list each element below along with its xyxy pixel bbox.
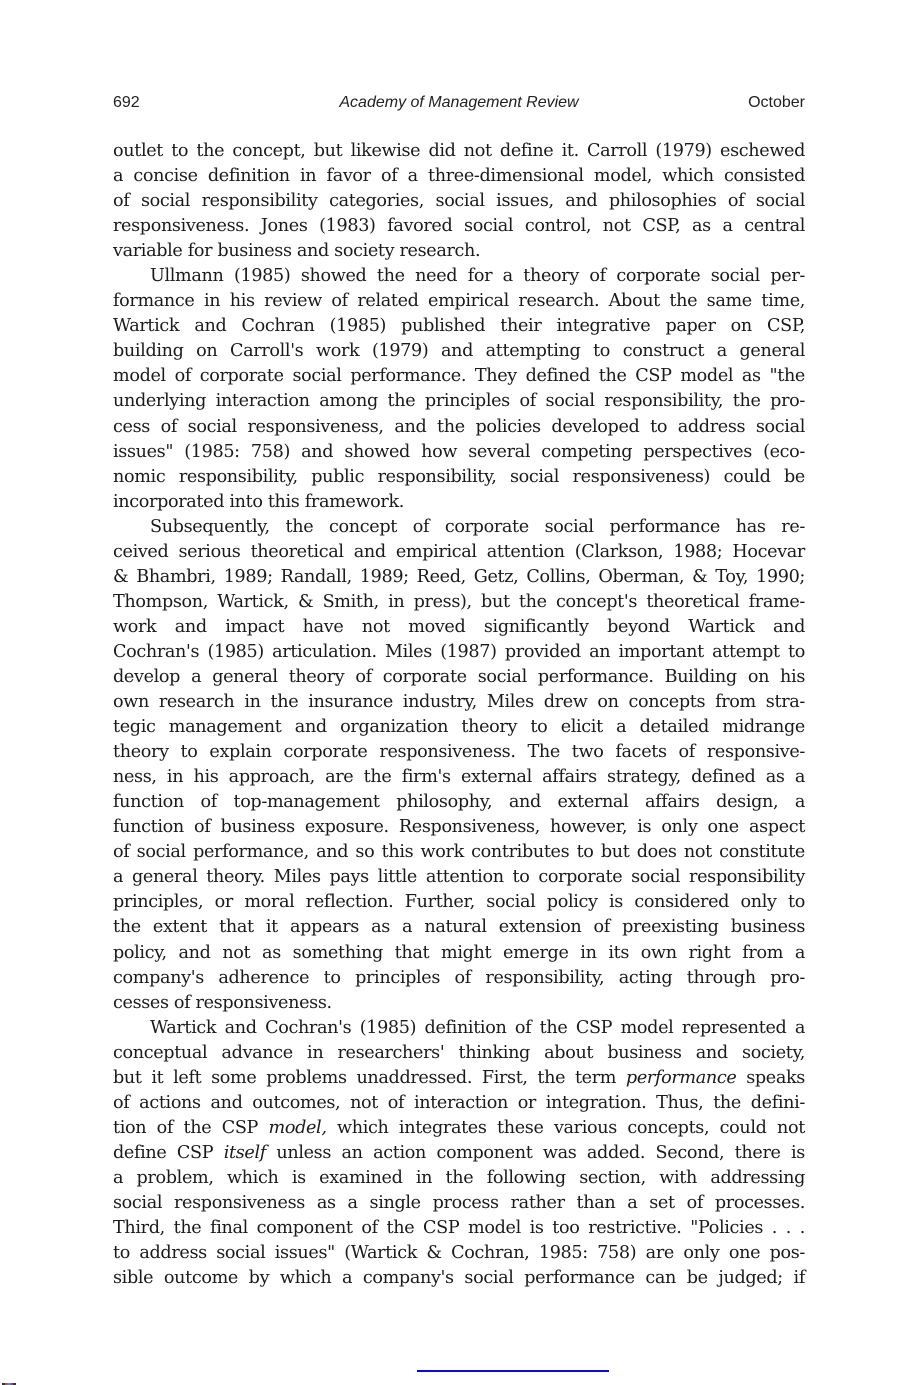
text-line: policy, and not as something that might emerge in its own right from a — [113, 942, 805, 963]
journal-title: Academy of Management Review — [339, 94, 579, 111]
paragraph-first-line: Wartick and Cochran's (1985) definition of the CSP model represented a — [150, 1017, 805, 1038]
text-line: tion of the CSP model, which integrates these various concepts, could not — [113, 1117, 805, 1138]
emphasized-term: model, — [268, 1117, 327, 1138]
emphasized-term: performance — [625, 1067, 737, 1088]
emphasized-term: itself — [223, 1142, 266, 1163]
text-line: sible outcome by which a company's social performance can be judged; if — [113, 1268, 805, 1289]
running-header — [113, 94, 805, 116]
text-line: own research in the insurance industry, Miles drew on concepts from stra- — [113, 692, 805, 713]
footer-rule — [417, 1370, 609, 1372]
text-line: a problem, which is examined in the following section, with addressing — [113, 1167, 805, 1188]
text-line: function of business exposure. Responsiveness, however, is only one aspect — [113, 817, 805, 838]
text-line: Cochran's (1985) articulation. Miles (1987) provided an important attempt to — [113, 641, 805, 662]
text-line: underlying interaction among the principles of social responsibility, the pro- — [113, 391, 805, 412]
issue-month: October — [748, 94, 805, 111]
paragraph-first-line: Ullmann (1985) showed the need for a theory of corporate social per- — [150, 266, 805, 287]
text-line: function of top-management philosophy, and external affairs design, a — [113, 792, 805, 813]
text-line: principles, or moral reflection. Further, social policy is considered only to — [113, 892, 805, 913]
text-line: responsiveness. Jones (1983) favored social control, not CSP, as a central — [113, 216, 805, 237]
text-line: social responsiveness as a single process rather than a set of processes. — [113, 1192, 805, 1213]
text-line: outlet to the concept, but likewise did not define it. Carroll (1979) eschewed — [113, 141, 805, 161]
text-line: cess of social responsiveness, and the policies developed to address social — [113, 416, 805, 437]
text-line: nomic responsibility, public responsibility, social responsiveness) could be — [113, 466, 805, 487]
text-line: ceived serious theoretical and empirical attention (Clarkson, 1988; Hocevar — [113, 541, 805, 562]
text-line: of social performance, and so this work contributes to but does not constitute — [113, 842, 805, 863]
text-line: model of corporate social performance. They defined the CSP model as "the — [113, 366, 805, 387]
paragraph-first-line: Subsequently, the concept of corporate social performance has re- — [150, 516, 805, 537]
text-line: work and impact have not moved significantly beyond Wartick and — [113, 616, 805, 637]
text-line: conceptual advance in researchers' thinking about business and society, — [113, 1042, 805, 1063]
text-line: ness, in his approach, are the firm's external affairs strategy, defined as a — [113, 767, 805, 788]
text-line: Third, the final component of the CSP model is too restrictive. "Policies . . . — [113, 1218, 805, 1239]
text-line: issues" (1985: 758) and showed how several competing perspectives (eco- — [113, 441, 805, 462]
text-line: building on Carroll's work (1979) and attempting to construct a general — [113, 341, 805, 362]
text-line: a concise definition in favor of a three-dimensional model, which consisted — [113, 166, 805, 187]
text-line: Thompson, Wartick, & Smith, in press), but the concept's theoretical frame- — [113, 591, 805, 612]
text-line: the extent that it appears as a natural extension of preexisting business — [113, 917, 805, 938]
text-line: formance in his review of related empirical research. About the same time, — [113, 291, 805, 312]
text-line: tegic management and organization theory to elicit a detailed midrange — [113, 717, 805, 738]
text-line: & Bhambri, 1989; Randall, 1989; Reed, Getz, Collins, Oberman, & Toy, 1990; — [113, 566, 805, 587]
text-line: define CSP itself unless an action component was added. Second, there is — [113, 1142, 805, 1163]
text-line: Wartick and Cochran (1985) published their integrative paper on CSP, — [113, 316, 805, 337]
text-line: a general theory. Miles pays little attention to corporate social responsibility — [113, 867, 805, 888]
text-line: theory to explain corporate responsiveness. The two facets of responsive- — [113, 742, 805, 763]
text-line: incorporated into this framework. — [113, 491, 405, 512]
text-line: of social responsibility categories, social issues, and philosophies of social — [113, 191, 805, 212]
text-line: cesses of responsiveness. — [113, 992, 332, 1013]
body-text — [113, 139, 805, 1291]
text-line: develop a general theory of corporate social performance. Building on his — [113, 666, 805, 687]
text-line: of actions and outcomes, not of interaction or integration. Thus, the defini- — [113, 1092, 805, 1113]
text-line: but it left some problems unaddressed. First, the term performance speaks — [113, 1067, 805, 1088]
text-line: variable for business and society research. — [113, 241, 481, 262]
page-number: 692 — [113, 94, 140, 111]
text-line: to address social issues" (Wartick & Cochran, 1985: 758) are only one pos- — [113, 1243, 805, 1264]
text-line: company's adherence to principles of responsibility, acting through pro- — [113, 967, 805, 988]
